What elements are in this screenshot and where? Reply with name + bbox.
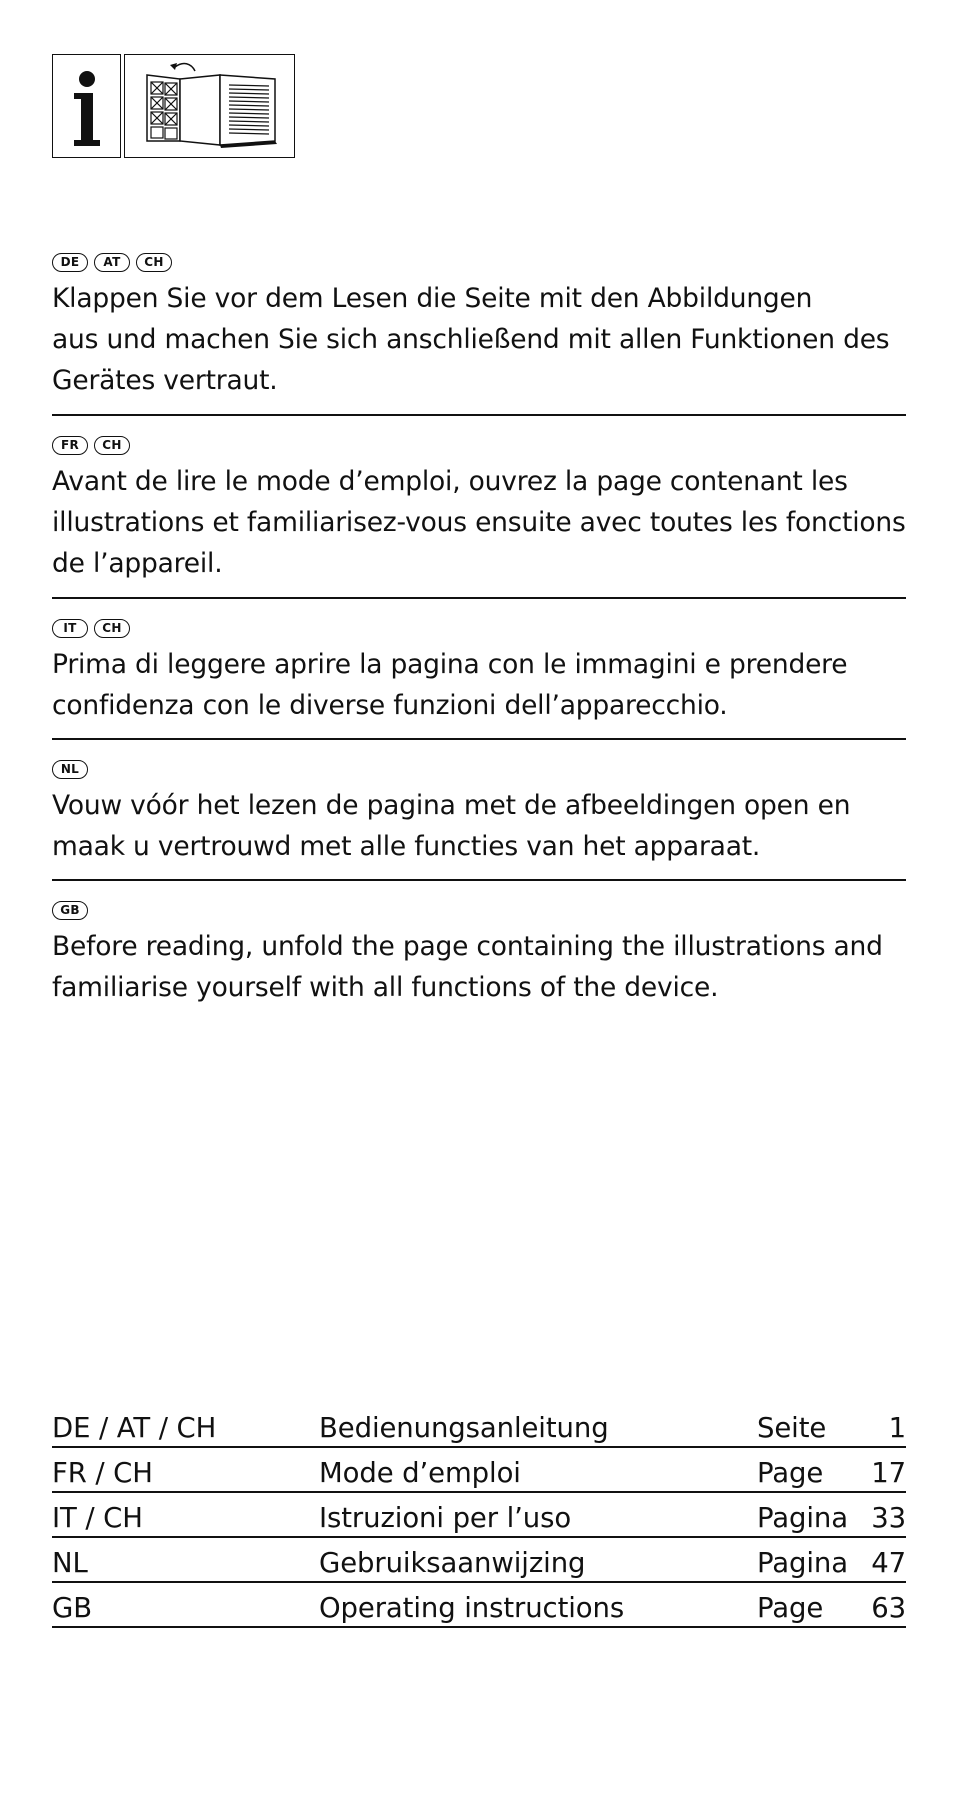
- toc-row[interactable]: [52, 1450, 906, 1493]
- toc-row[interactable]: [52, 1495, 906, 1538]
- toc-title: Istruzioni per l’uso: [319, 1502, 572, 1534]
- language-badges: [52, 758, 906, 780]
- toc-row[interactable]: [52, 1405, 906, 1448]
- language-badge-fr: FR: [52, 436, 88, 455]
- language-badge-at: AT: [94, 253, 130, 272]
- toc-language: FR / CH: [52, 1457, 153, 1489]
- text-line: Avant de lire le mode d’emploi, ouvrez la page contenant les: [52, 466, 848, 497]
- toc-title: Operating instructions: [319, 1592, 625, 1624]
- language-badge-ch: CH: [94, 619, 130, 638]
- language-badges: [52, 434, 906, 456]
- language-badge-it: IT: [52, 619, 88, 638]
- toc-language: IT / CH: [52, 1502, 143, 1534]
- section-text: [52, 461, 906, 584]
- language-sections: [52, 251, 906, 1008]
- text-line: confidenza con le diverse funzioni dell’apparecchio.: [52, 690, 728, 721]
- info-icon: [52, 54, 121, 158]
- toc-row[interactable]: [52, 1540, 906, 1583]
- section-text: [52, 785, 906, 867]
- text-line: familiarise yourself with all functions of the device.: [52, 972, 719, 1003]
- toc-page-number: 63: [871, 1592, 906, 1624]
- section-gb: [52, 879, 906, 1008]
- text-line: maak u vertrouwd met alle functies van het apparaat.: [52, 831, 761, 862]
- section-text: [52, 278, 906, 401]
- text-line: Klappen Sie vor dem Lesen die Seite mit den Abbildungen: [52, 283, 813, 314]
- fold-out-book-icon: [124, 54, 295, 158]
- language-badges: [52, 251, 906, 273]
- text-line: illustrations et familiarisez-vous ensuite avec toutes les fonctions: [52, 507, 906, 538]
- toc-page-number: 47: [871, 1547, 906, 1579]
- info-icons: [52, 54, 295, 158]
- toc-row[interactable]: [52, 1585, 906, 1628]
- section-de: [52, 251, 906, 414]
- toc-language: DE / AT / CH: [52, 1412, 217, 1444]
- section-nl: [52, 738, 906, 879]
- toc-page-label: Page: [757, 1457, 824, 1489]
- toc-page-label: Pagina: [757, 1547, 848, 1579]
- section-fr: [52, 414, 906, 597]
- toc-page-label: Pagina: [757, 1502, 848, 1534]
- table-of-contents: [52, 1405, 906, 1628]
- language-badges: [52, 899, 906, 921]
- text-line: Gerätes vertraut.: [52, 365, 278, 396]
- toc-language: GB: [52, 1592, 92, 1624]
- text-line: aus und machen Sie sich anschließend mit allen Funktionen des: [52, 324, 890, 355]
- text-line: Vouw vóór het lezen de pagina met de afbeeldingen open en: [52, 790, 851, 821]
- language-badge-ch: CH: [94, 436, 130, 455]
- language-badge-de: DE: [52, 253, 88, 272]
- text-line: Before reading, unfold the page containing the illustrations and: [52, 931, 883, 962]
- language-badge-gb: GB: [52, 901, 88, 920]
- toc-page-label: Page: [757, 1592, 824, 1624]
- toc-page-number: 33: [871, 1502, 906, 1534]
- text-line: de l’appareil.: [52, 548, 223, 579]
- toc-language: NL: [52, 1547, 88, 1579]
- toc-page-number: 17: [871, 1457, 906, 1489]
- toc-title: Bedienungsanleitung: [319, 1412, 609, 1444]
- text-line: Prima di leggere aprire la pagina con le immagini e prendere: [52, 649, 848, 680]
- language-badge-nl: NL: [52, 760, 88, 779]
- toc-page-number: 1: [888, 1412, 906, 1444]
- section-text: [52, 644, 906, 726]
- section-text: [52, 926, 906, 1008]
- toc-title: Gebruiksaanwijzing: [319, 1547, 586, 1579]
- section-it: [52, 597, 906, 738]
- language-badges: [52, 617, 906, 639]
- toc-title: Mode d’emploi: [319, 1457, 521, 1489]
- language-badge-ch: CH: [136, 253, 172, 272]
- toc-page-label: Seite: [757, 1412, 827, 1444]
